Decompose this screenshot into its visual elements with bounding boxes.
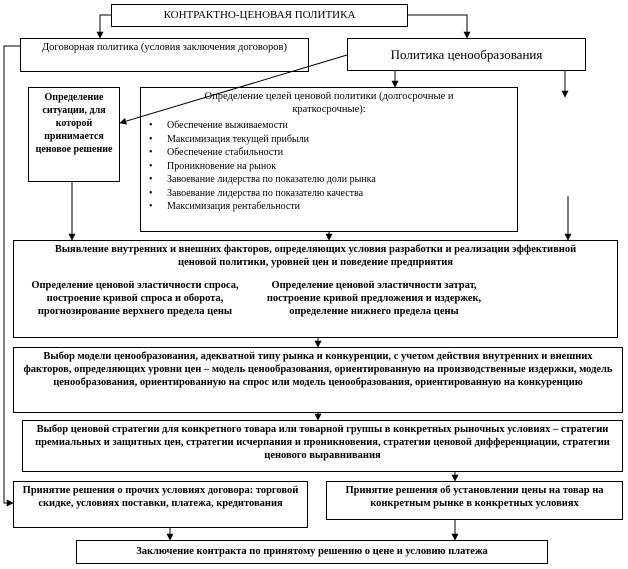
goal-item: • Максимизация рентабельности bbox=[145, 200, 513, 214]
arrow-title-to-pricing bbox=[408, 15, 467, 38]
demand-elasticity-text: Определение ценовой эластичности спроса, построение кривой спроса и оборота, прогнозирование верхнего предела цены bbox=[31, 280, 239, 317]
arrow-contract-to-terms bbox=[4, 46, 20, 503]
situation-label: Определение ситуации, для которой принимается ценовое решение bbox=[35, 92, 113, 155]
arrow-pricing-to-situation bbox=[120, 55, 347, 123]
goal-item: • Завоевание лидерства по показателю качества bbox=[145, 187, 513, 201]
arrow-title-to-contract bbox=[100, 15, 111, 38]
goal-item: • Обеспечение выживаемости bbox=[145, 119, 513, 133]
goal-item: • Обеспечение стабильности bbox=[145, 146, 513, 160]
pricing-model-text: Выбор модели ценообразования, адекватной типу рынка и конкуренции, с учетом действия внутренних и внешних факторов, определяющих уровни цен – модель ценообразования, ориентированную на производственные издержки, модель ценообразования, ориентированную на спрос или модель ценообразования, ориентированную на конкуренцию bbox=[23, 351, 613, 388]
contract-policy-label: Договорная политика (условия заключения договоров) bbox=[42, 42, 287, 53]
other-terms-text: Принятие решения о прочих условиях договора: торговой скидке, условиях поставки, платежа, кредитования bbox=[22, 485, 299, 509]
factors-heading: Выявление внутренних и внешних факторов, определяющих условия разработки и реализации эффективной ценовой политики, уровней цен и поведение предприятия bbox=[54, 244, 577, 268]
price-decision-text: Принятие решения об установлении цены на товар на конкретным рынке в конкретных условиях bbox=[345, 485, 604, 509]
price-strategy-text: Выбор ценовой стратегии для конкретного товара или товарной группы в конкретных рыночных условиях – стратегии премиальных и защитных цен, стратегии исчерпания и проникновения, стратегии ценовой дифференциации, стратегии ценового выравнивания bbox=[35, 424, 610, 461]
pricing-policy-label: Политика ценообразования bbox=[390, 47, 543, 62]
goal-item: • Максимизация текущей прибыли bbox=[145, 133, 513, 147]
goal-item: • Проникновение на рынок bbox=[145, 160, 513, 174]
goals-heading: Определение целей ценовой политики (долгосрочные и краткосрочные): bbox=[204, 91, 454, 115]
goal-item: • Завоевание лидерства по показателю доли рынка bbox=[145, 173, 513, 187]
conclusion-text: Заключение контракта по принятому решению о цене и условию платежа bbox=[136, 546, 488, 557]
cost-elasticity-text: Определение ценовой эластичности затрат, построение кривой предложения и издержек, определение нижнего предела цены bbox=[266, 280, 482, 317]
diagram-title: КОНТРАКТНО-ЦЕНОВАЯ ПОЛИТИКА bbox=[163, 9, 356, 21]
